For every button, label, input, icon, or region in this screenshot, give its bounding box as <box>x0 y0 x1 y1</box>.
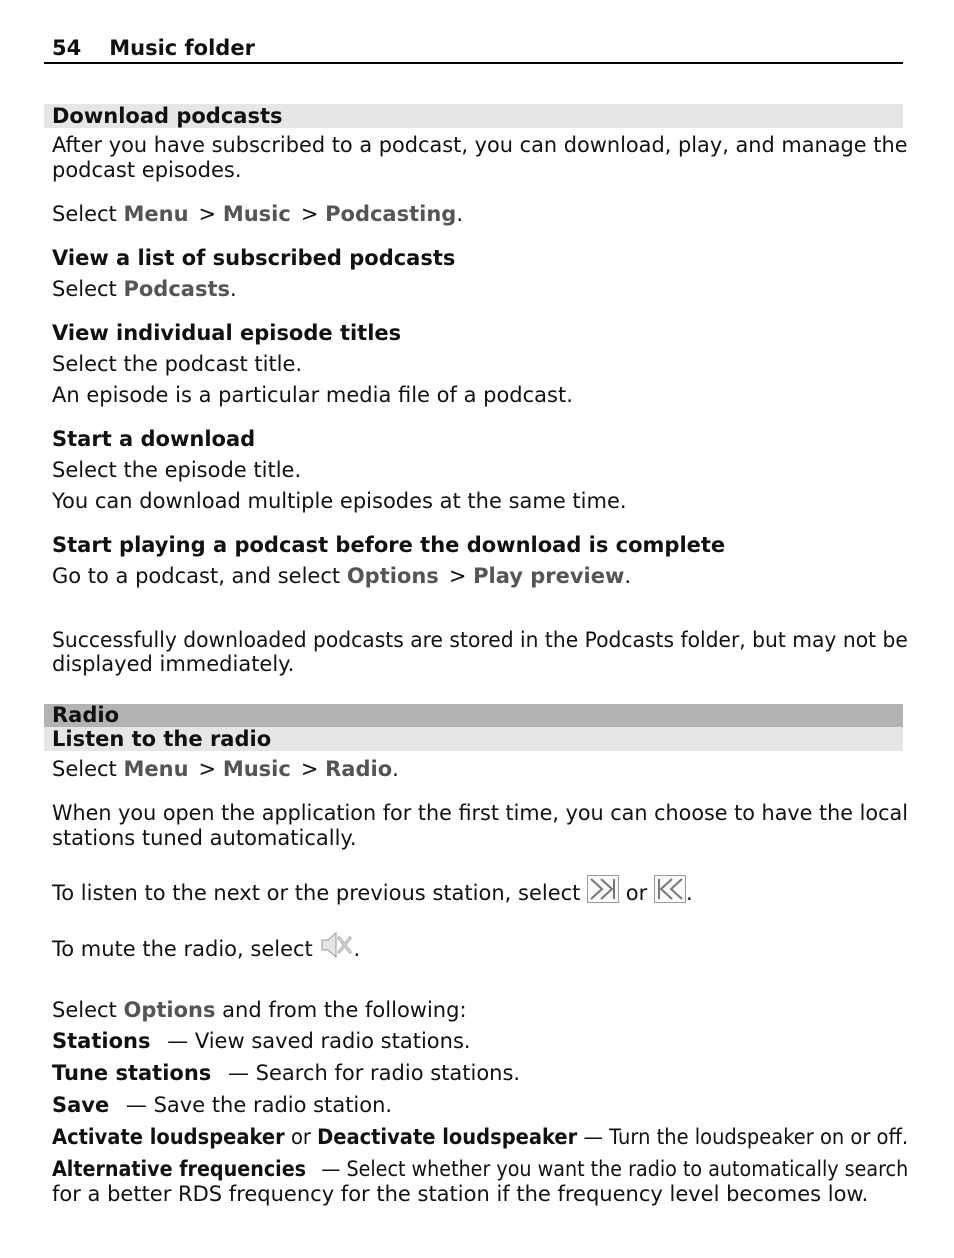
skip-previous-icon <box>654 875 686 909</box>
skip-next-icon <box>587 875 619 909</box>
options-intro <box>52 998 467 1023</box>
intro-line: After you have subscribed to a podcast, you can download, play, and manage the <box>52 133 908 157</box>
instruction-line: Select the episode title. <box>52 458 302 482</box>
subheading: Start a download <box>52 427 256 451</box>
body-line: stations tuned automatically. <box>52 826 357 850</box>
body-line <box>52 932 360 968</box>
select-word: Select <box>52 202 117 226</box>
period: . <box>685 881 693 905</box>
option-term: Activate loudspeaker <box>52 1125 285 1149</box>
options-intro-prefix: Select <box>52 998 117 1022</box>
ui-term-podcasts: Podcasts <box>123 277 230 301</box>
menu-path <box>52 202 463 227</box>
instruction-line: You can download multiple episodes at the same time. <box>52 489 627 513</box>
option-item <box>52 1029 471 1054</box>
or-word: or <box>290 1125 311 1149</box>
option-item <box>52 1061 520 1086</box>
option-desc: — Save the radio station. <box>125 1093 393 1117</box>
option-item <box>52 1125 908 1150</box>
path-separator: > <box>300 757 319 781</box>
instruction-prefix: Go to a podcast, and select <box>52 564 341 588</box>
speaker-mute-icon <box>319 930 353 966</box>
path-separator: > <box>198 202 217 226</box>
intro-line: podcast episodes. <box>52 158 242 182</box>
option-term: Save <box>52 1093 110 1117</box>
subheading: Start playing a podcast before the download is complete <box>52 533 726 557</box>
subsection-heading-bar <box>44 727 903 751</box>
option-desc-continued: for a better RDS frequency for the station if the frequency level becomes low. <box>52 1182 869 1206</box>
option-term: Tune stations <box>52 1061 212 1085</box>
path-separator: > <box>448 564 467 588</box>
header-rule <box>44 62 903 64</box>
menu-item-menu: Menu <box>123 757 189 781</box>
option-desc: — Search for radio stations. <box>227 1061 521 1085</box>
chapter-title: Music folder <box>109 36 255 60</box>
option-item <box>52 1093 392 1118</box>
section-heading-bar <box>44 704 903 727</box>
menu-item-podcasting: Podcasting <box>325 202 457 226</box>
option-desc: — Select whether you want the radio to automatically search <box>321 1157 909 1181</box>
option-desc: — Turn the loudspeaker on or off. <box>583 1125 909 1149</box>
page-number: 54 <box>52 36 82 60</box>
option-term: Stations <box>52 1029 151 1053</box>
instruction-prefix: Select <box>52 277 117 301</box>
section-heading: Radio <box>52 703 119 727</box>
path-separator: > <box>300 202 319 226</box>
menu-item-music: Music <box>222 202 291 226</box>
instruction-line <box>52 564 631 589</box>
mute-text: To mute the radio, select <box>52 937 313 961</box>
path-separator: > <box>198 757 217 781</box>
period: . <box>353 937 361 961</box>
period: . <box>230 277 237 301</box>
section-heading-bar <box>44 104 903 128</box>
ui-term-options: Options <box>123 998 216 1022</box>
instruction-line <box>52 277 237 302</box>
period: . <box>456 202 464 226</box>
option-desc: — View saved radio stations. <box>167 1029 471 1053</box>
body-line <box>52 877 693 911</box>
instruction-line: An episode is a particular media file of a podcast. <box>52 383 573 407</box>
options-intro-suffix: and from the following: <box>222 998 467 1022</box>
instruction-line: Select the podcast title. <box>52 352 303 376</box>
note-line: displayed immediately. <box>52 652 295 676</box>
menu-item-radio: Radio <box>325 757 393 781</box>
subheading: View a list of subscribed podcasts <box>52 246 456 270</box>
body-line: When you open the application for the first time, you can choose to have the local <box>52 801 908 825</box>
period: . <box>392 757 399 781</box>
next-prev-text: To listen to the next or the previous station, select <box>52 881 581 905</box>
menu-item-music: Music <box>222 757 291 781</box>
subsection-heading: Listen to the radio <box>52 727 272 751</box>
menu-item-menu: Menu <box>123 202 189 226</box>
page-header <box>52 36 255 60</box>
subheading: View individual episode titles <box>52 321 402 345</box>
section-heading: Download podcasts <box>52 104 283 128</box>
option-term: Deactivate loudspeaker <box>317 1125 578 1149</box>
menu-path <box>52 757 399 782</box>
note-line: Successfully downloaded podcasts are stored in the Podcasts folder, but may not be <box>52 628 908 652</box>
period: . <box>624 564 632 588</box>
select-word: Select <box>52 757 117 781</box>
or-word: or <box>625 881 648 905</box>
ui-term-options: Options <box>346 564 439 588</box>
option-term: Alternative frequencies <box>52 1157 307 1181</box>
option-item <box>52 1157 908 1182</box>
ui-term-play-preview: Play preview <box>473 564 625 588</box>
